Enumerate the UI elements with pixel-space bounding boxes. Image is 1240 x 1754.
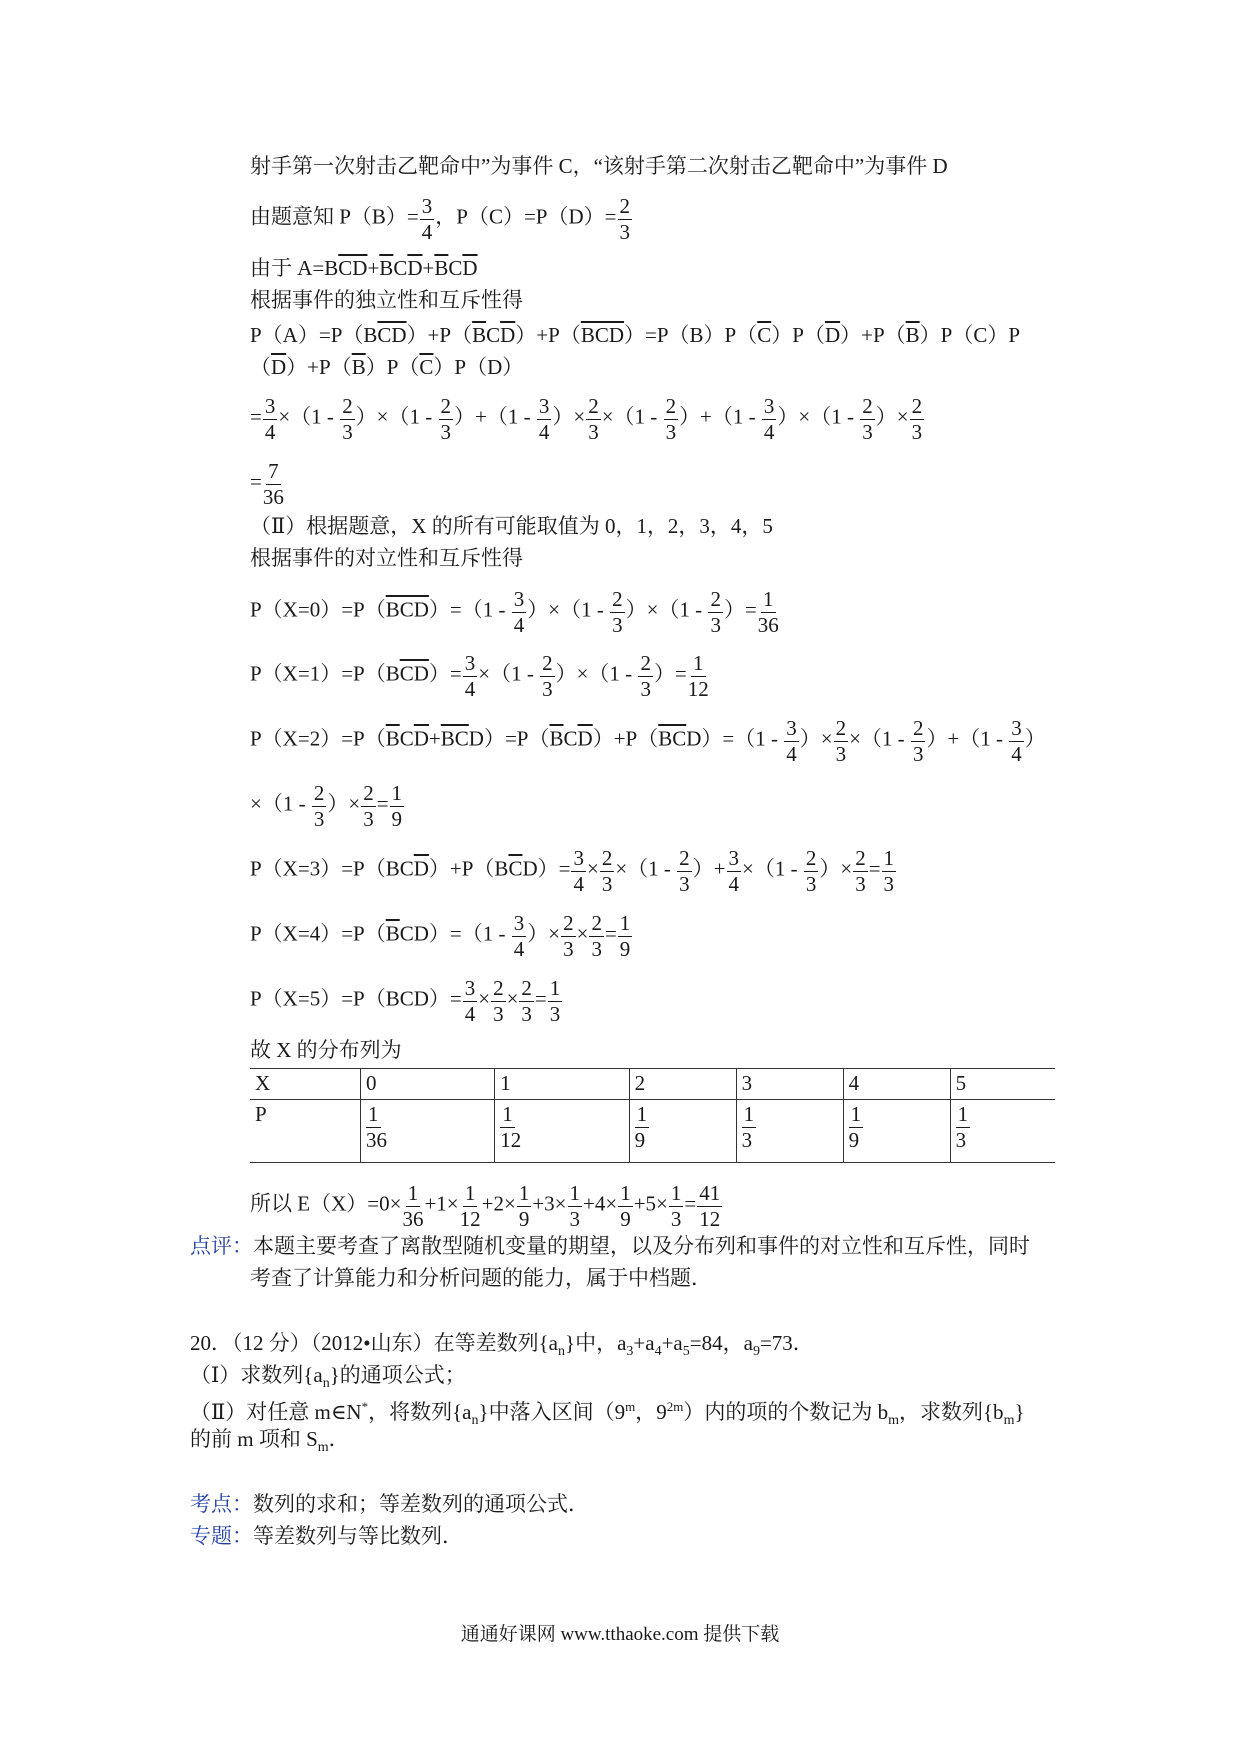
fraction: $\frac{1}{9}$ — [848, 1102, 862, 1152]
px4-line: $P(X=4)=P(\overline{B}CD)=(1$ - $\frac{3}{4}$ ）× $\frac{2}{3}$ × $\frac{2}{3}$ = $\frac{1}{9}$ — [250, 911, 631, 961]
part-ii-intro: （Ⅱ）根据题意，X 的所有可能取值为 0，1，2，3，4，5 — [250, 514, 773, 538]
question-20-part-i: （Ⅰ）求数列$\{a_n\}$的通项公式； — [190, 1363, 466, 1392]
kaodian-line: 考点：数列的求和；等差数列的通项公式． — [190, 1492, 589, 1516]
fraction: $\frac{1}{36}$ — [366, 1102, 387, 1152]
fraction: $\frac{1}{3}$ — [955, 1102, 969, 1152]
event-a-decomposition: 由于 $A=B\overline{CD}+\overline{B}C\overline{D}+\overline{B}C\overline{D}$ — [250, 256, 478, 280]
fraction: $\frac{1}{9}$ — [634, 1102, 648, 1152]
px5-line: P（X=5）=P（BCD）= $\frac{3}{4}$ × $\frac{2}{3}$ × $\frac{2}{3}$ = $\frac{1}{3}$ — [250, 976, 561, 1026]
table-row: X 0 1 2 3 4 5 — [250, 1069, 1055, 1100]
comment-line1: 点评：本题主要考查了离散型随机变量的期望，以及分布列和事件的对立性和互斥性，同时 — [190, 1234, 1030, 1258]
independence-note: 根据事件的独立性和互斥性得 — [250, 288, 523, 312]
fraction: $\frac{3}{4}$ — [421, 194, 433, 244]
opposition-note: 根据事件的对立性和互斥性得 — [250, 546, 523, 570]
px2-line1: $P(X=2)=P(\overline{B}C\overline{D}+\overline{BC}D)=P(\overline{B}C\overline{D})+P(\overline{BC}D)=(1$ - $\frac{3}{4}$ ）× $\frac{2}{3}$ ×（1 - $\frac{2}{3}$ ）+（1 - $\frac{3}{4}$ ） — [250, 716, 1046, 766]
distribution-table — [250, 1068, 1055, 1163]
table-row: P $\frac{1}{36}$ $\frac{1}{12}$ $\frac{1}{9}$ $\frac{1}{3}$ $\frac{1}{9}$ $\frac{1}{3}$ — [250, 1100, 1055, 1163]
pa-numeric-expression: = $\frac{3}{4}$ ×（1 - $\frac{2}{3}$ ）×（1 - $\frac{2}{3}$ ）+（1 - $\frac{3}{4}$ ）× $\frac{2}{3}$ ×（1 - $\frac{2}{3}$ ）+（1 - $\frac{3}{4}$ ）×（1 - $\frac{2}{3}$ ）× $\frac{2}{3}$ — [250, 394, 923, 444]
page-footer: 通通好课网 www.tthaoke.com 提供下载 — [460, 1624, 780, 1645]
expectation-line: 所以 E（X）=0× $\frac{1}{36}$ +1× $\frac{1}{12}$ +2× $\frac{1}{9}$ +3× $\frac{1}{3}$ +4× $\frac{1}{9}$ +5× $\frac{1}{3}$ = $\frac{41}{12}$ — [250, 1181, 721, 1231]
pa-expansion-line2: $(\overline{D})+P(\overline{B})P(\overline{C})P(D)$ — [250, 355, 524, 379]
pa-expansion-line1: $P(A)=P(B\overline{CD})+P(\overline{B}C\overline{D})+P(\overline{BCD})=P(B)P(\overline{C})P(\overline{D})+P(\overline{B})P(C)P$ — [250, 323, 1021, 347]
comment-line2: 考查了计算能力和分析问题的能力，属于中档题． — [250, 1266, 712, 1290]
question-20-title: 20．（12 分）（2012•山东）在等差数列$\{a_n\}$中，$a_3+a_4+a_5=84$，$a_9=73$． — [190, 1331, 814, 1360]
px2-line2: ×（1 - $\frac{2}{3}$ ）× $\frac{2}{3}$ = $\frac{1}{9}$ — [250, 781, 403, 831]
event-definition-line: 射手第一次射击乙靶命中”为事件 C，“该射手第二次射击乙靶命中”为事件 D — [250, 154, 948, 178]
fraction: $\frac{1}{3}$ — [741, 1102, 755, 1152]
px0-line: $P(X=0)=P(\overline{BCD})=(1$ - $\frac{3}{4}$ ）×（1 - $\frac{2}{3}$ ）×（1 - $\frac{2}{3}$ ）= $\frac{1}{36}$ — [250, 587, 779, 637]
question-20-part-ii: （Ⅱ）对任意 m∈N*，将数列$\{a_n\}$中落入区间（9$^m$，$9^{2m}$）内的项的个数记为 $b_m$，求数列$\{b_m\}$ — [190, 1399, 1025, 1429]
question-20-part-ii-cont: 的前 m 项和 $S_m$． — [190, 1427, 350, 1456]
given-probabilities-line: 由题意知 P（B）= $\frac{3}{4}$ ，P（C）=P（D）= $\frac{2}{3}$ — [250, 194, 630, 244]
px1-line: $P(X=1)=P(B\overline{CD})=$ $\frac{3}{4}$ ×（1 - $\frac{2}{3}$ ）×（1 - $\frac{2}{3}$ ）= $\frac{1}{12}$ — [250, 651, 709, 701]
zhuanti-line: 专题：等差数列与等比数列． — [190, 1524, 463, 1548]
fraction: $\frac{1}{12}$ — [500, 1102, 522, 1152]
pa-result: = $\frac{7}{36}$ — [250, 459, 284, 509]
px3-line: $P(X=3)=P(BC\overline{D})+P(B\overline{C}D)=$ $\frac{3}{4}$ × $\frac{2}{3}$ ×（1 - $\frac{2}{3}$ ）+ $\frac{3}{4}$ ×（1 - $\frac{2}{3}$ ）× $\frac{2}{3}$ = $\frac{1}{3}$ — [250, 846, 895, 896]
distribution-caption: 故 X 的分布列为 — [250, 1038, 402, 1062]
fraction: $\frac{2}{3}$ — [619, 194, 630, 244]
